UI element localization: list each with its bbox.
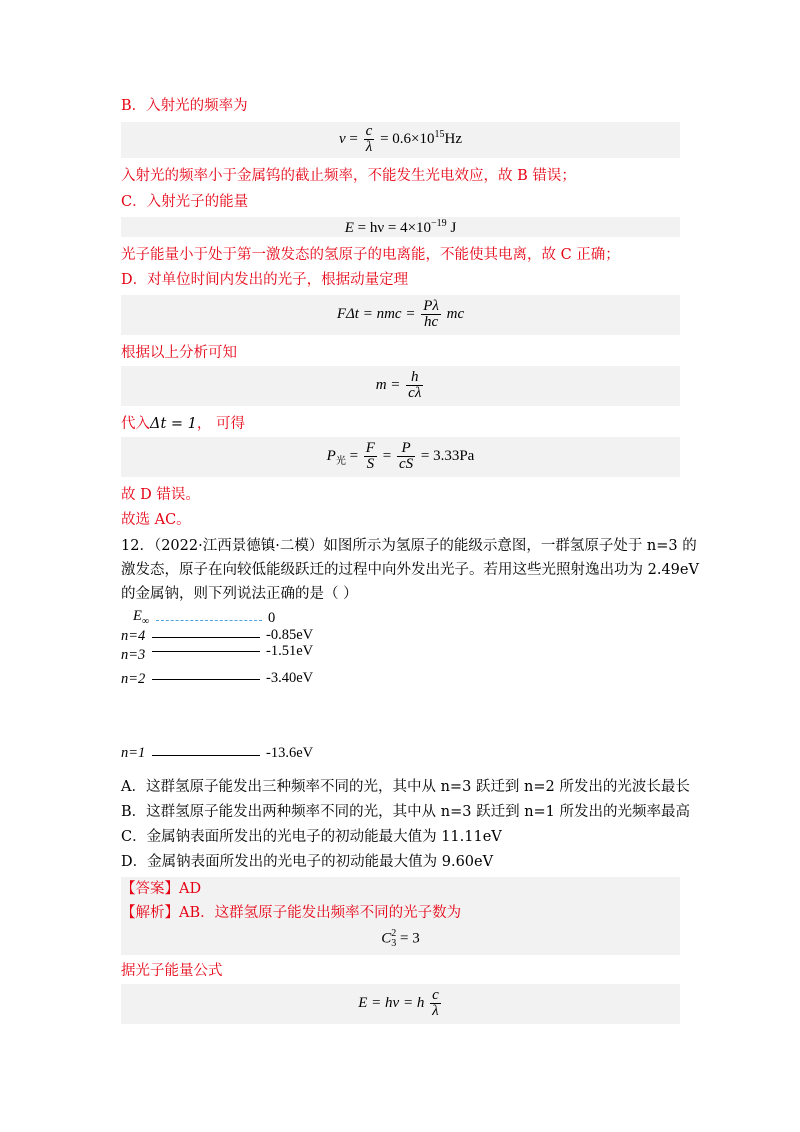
option-d: D．金属钠表面所发出的光电子的初动能最大值为 9.60eV bbox=[121, 854, 494, 870]
equation-box bbox=[121, 217, 680, 237]
level-label-n3: n=3 bbox=[121, 647, 146, 663]
level-line-n4 bbox=[152, 637, 260, 638]
eq-value: = 3.33Pa bbox=[420, 447, 475, 464]
level-energy-n1: -13.6eV bbox=[266, 745, 314, 761]
comb-sup: 2 bbox=[391, 928, 397, 939]
option-b-note: 入射光的频率小于金属钨的截止频率，不能发生光电效应，故 B 错误； bbox=[121, 168, 576, 184]
level-energy-n4: -0.85eV bbox=[266, 627, 314, 643]
eq-lhs: m = bbox=[375, 376, 401, 393]
photon-energy-equation bbox=[121, 988, 680, 1019]
option-c: C．金属钠表面所发出的光电子的初动能最大值为 11.11eV bbox=[121, 829, 502, 845]
comb-c: C bbox=[381, 930, 392, 947]
analysis-label: 根据以上分析可知 bbox=[121, 345, 237, 361]
eq-unit: J bbox=[450, 220, 457, 236]
question-12-line-3: 的金属钠，则下列说法正确的是（ ） bbox=[121, 586, 358, 602]
frac-num: h bbox=[406, 370, 423, 386]
level-label-n4: n=4 bbox=[121, 628, 146, 644]
frequency-equation: ν = $\frac{c}{\lambda}$ = $0.6\times 10^{15}Hz$ bbox=[339, 123, 462, 155]
mass-equation bbox=[121, 370, 680, 401]
level-energy-inf: 0 bbox=[268, 610, 276, 626]
analysis-line: 【解析】AB．这群氢原子能发出频率不同的光子数为 bbox=[121, 905, 462, 921]
substitution-line bbox=[121, 414, 245, 434]
level-label-inf: $E_\infty$ bbox=[133, 608, 149, 627]
eq-exponent: 15 bbox=[434, 128, 445, 140]
eq-lhs: E = hν = h bbox=[358, 994, 425, 1011]
frac-den: cλ bbox=[408, 385, 422, 401]
answer-box bbox=[121, 877, 680, 901]
frac-den: λ bbox=[432, 1003, 439, 1019]
frac-num: P bbox=[397, 441, 415, 457]
eq-lhs: E bbox=[344, 220, 354, 236]
level-line-inf bbox=[156, 620, 262, 621]
eq-lhs: FΔt = nmc = bbox=[336, 305, 416, 322]
level-label-n1: n=1 bbox=[121, 745, 146, 761]
answer-line: 【答案】AD bbox=[121, 881, 202, 897]
eq-exponent: −19 bbox=[431, 218, 447, 229]
option-c-label: C．入射光子的能量 bbox=[121, 194, 249, 210]
level-energy-n2: -3.40eV bbox=[266, 670, 314, 686]
pressure-equation: $P_光$ = $\frac{F}{S}$ = $\frac{P}{cS}$ = 3.33Pa bbox=[326, 440, 475, 472]
option-b: B．这群氢原子能发出两种频率不同的光，其中从 n=3 跃迁到 n=1 所发出的光频率最高 bbox=[121, 804, 691, 820]
equation-box bbox=[121, 122, 680, 158]
energy-equation bbox=[121, 218, 680, 237]
eq-value: = 0.6×10 bbox=[380, 130, 435, 147]
equation-box bbox=[121, 366, 680, 406]
question-12-line-2: 激发态，原子在向较低能级跃迁的过程中向外发出光子。若用这些光照射逸出功为 2.49eV bbox=[121, 562, 699, 578]
photon-energy-label: 据光子能量公式 bbox=[121, 963, 223, 979]
sub-text-b: ， 可得 bbox=[196, 416, 246, 432]
comb-sub: 3 bbox=[391, 938, 397, 949]
eq-rhs: mc bbox=[446, 305, 465, 322]
frac-den: cS bbox=[398, 456, 414, 472]
frac-den: hc bbox=[423, 314, 439, 330]
level-line-n2 bbox=[152, 679, 260, 680]
eq-mid: = hν = 4×10 bbox=[357, 220, 432, 236]
eq-lhs: P bbox=[326, 447, 336, 464]
frac-num: c bbox=[365, 123, 373, 139]
option-c-note: 光子能量小于处于第一激发态的氢原子的电离能，不能使其电离，故 C 正确； bbox=[121, 247, 620, 263]
level-line-n3 bbox=[152, 651, 260, 652]
frac-den: λ bbox=[365, 139, 373, 155]
sub-text-a: 代入 bbox=[121, 416, 150, 432]
option-b-label: B．入射光的频率为 bbox=[121, 98, 248, 114]
level-energy-n3: -1.51eV bbox=[266, 643, 314, 659]
nu-symbol: ν bbox=[339, 130, 346, 147]
comb-value: = 3 bbox=[400, 930, 420, 947]
level-label-n2: n=2 bbox=[121, 671, 146, 687]
question-12-line-1: 12．（2022·江西景德镇·二模）如图所示为氢原子的能级示意图，一群氢原子处于 n=3 的 bbox=[121, 538, 697, 554]
combination-equation bbox=[121, 929, 680, 949]
equation-box bbox=[121, 295, 680, 335]
equation-box bbox=[121, 984, 680, 1024]
option-a: A．这群氢原子能发出三种频率不同的光，其中从 n=3 跃迁到 n=2 所发出的光波长最长 bbox=[121, 779, 690, 795]
frac-den: S bbox=[366, 456, 375, 472]
eq-unit: Hz bbox=[444, 130, 462, 147]
d-conclusion: 故 D 错误。 bbox=[121, 487, 200, 503]
eq-sub: 光 bbox=[335, 455, 346, 467]
sub-expr: Δt = 1 bbox=[150, 416, 197, 432]
level-line-n1 bbox=[152, 755, 260, 756]
frac-num: Pλ bbox=[423, 298, 439, 314]
option-d-label: D．对单位时间内发出的光子，根据动量定理 bbox=[121, 272, 409, 288]
frac-num: c bbox=[432, 987, 439, 1003]
final-choice: 故选 AC。 bbox=[121, 512, 191, 528]
equation-box bbox=[121, 437, 680, 477]
momentum-equation bbox=[121, 299, 680, 330]
frac-num: F bbox=[365, 440, 375, 456]
